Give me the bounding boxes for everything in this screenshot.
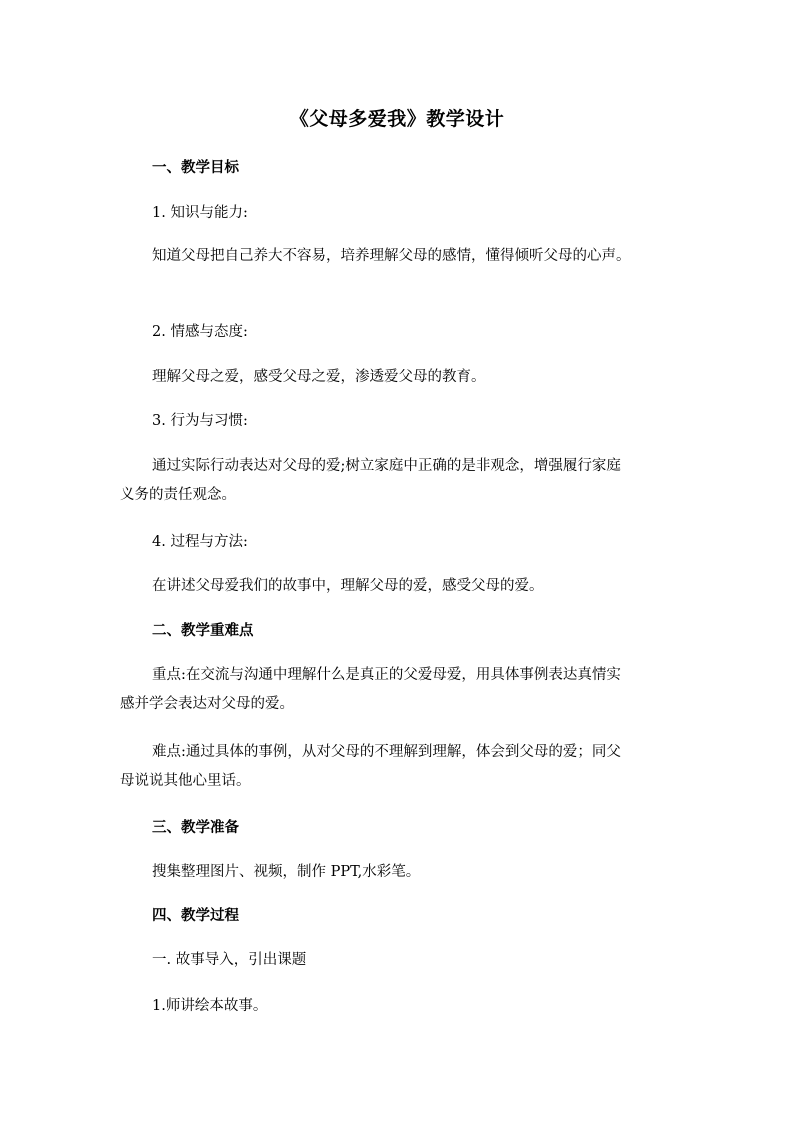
objective-text-3-line2: 义务的责任观念。 <box>120 487 236 503</box>
objective-label-2: 2. 情感与态度: <box>152 324 248 340</box>
key-point-line1: 重点:在交流与沟通中理解什么是真正的父爱母爱，用具体事例表达真情实 <box>152 667 621 683</box>
document-title: 《父母多爱我》教学设计 <box>289 108 505 130</box>
objective-text-1: 知道父母把自己养大不容易，培养理解父母的感情，懂得倾听父母的心声。 <box>152 248 631 264</box>
objective-label-4: 4. 过程与方法: <box>152 534 248 550</box>
section-heading-objectives: 一、教学目标 <box>152 160 239 176</box>
objective-text-4: 在讲述父母爱我们的故事中，理解父母的爱，感受父母的爱。 <box>152 578 544 594</box>
section-heading-process: 四、教学过程 <box>152 908 239 924</box>
preparation-text: 搜集整理图片、视频，制作 PPT,水彩笔。 <box>152 864 421 880</box>
section-heading-key-points: 二、教学重难点 <box>152 623 254 639</box>
objective-text-3-line1: 通过实际行动表达对父母的爱;树立家庭中正确的是非观念，增强履行家庭 <box>152 458 621 474</box>
objective-label-3: 3. 行为与习惯: <box>152 413 248 429</box>
difficulty-line2: 母说说其他心里话。 <box>120 773 251 789</box>
process-step-1-1: 1.师讲绘本故事。 <box>152 998 268 1014</box>
section-heading-preparation: 三、教学准备 <box>152 820 239 836</box>
difficulty-line1: 难点:通过具体的事例，从对父母的不理解到理解，体会到父母的爱；同父 <box>152 744 621 760</box>
objective-label-1: 1. 知识与能力: <box>152 205 248 221</box>
process-step-1: 一. 故事导入，引出课题 <box>152 952 307 968</box>
objective-text-2: 理解父母之爱，感受父母之爱，渗透爱父母的教育。 <box>152 369 486 385</box>
key-point-line2: 感并学会表达对父母的爱。 <box>120 696 294 712</box>
